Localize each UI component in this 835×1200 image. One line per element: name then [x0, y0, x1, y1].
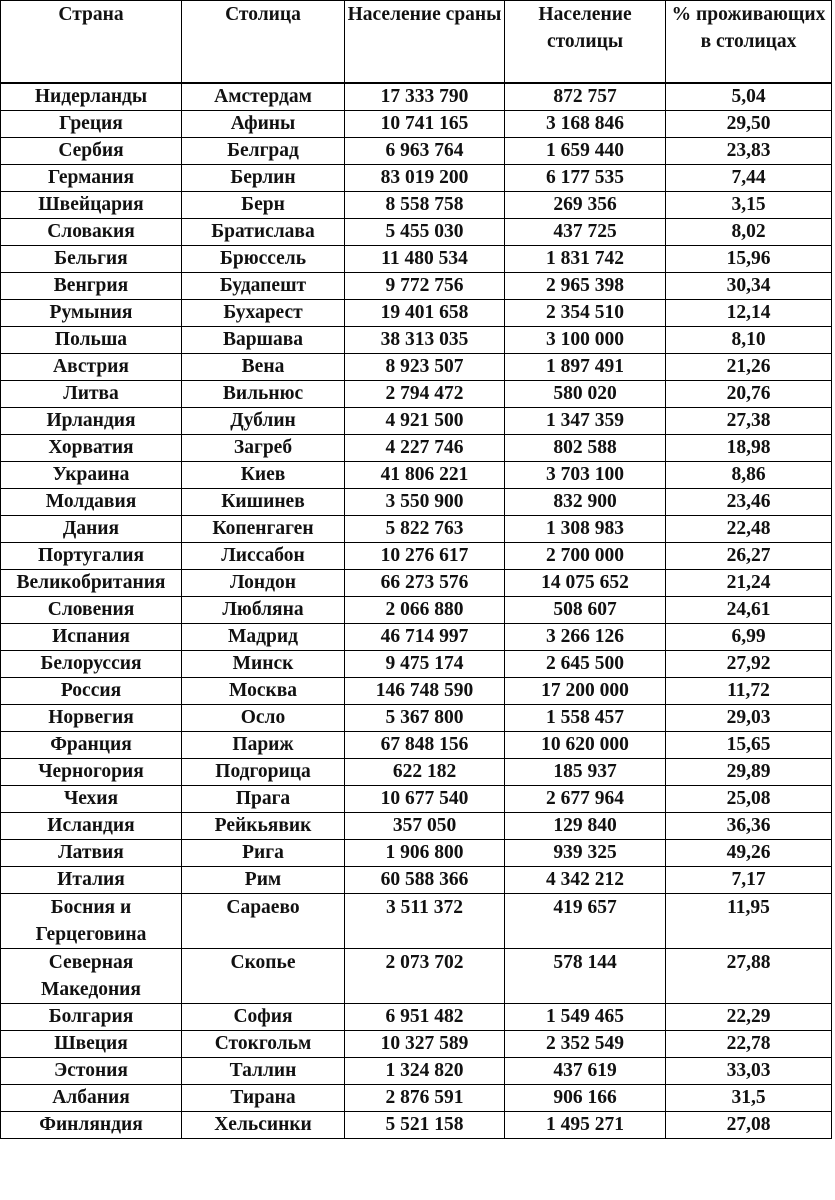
cell-capital-population: 14 075 652	[505, 570, 666, 597]
cell-percent-in-capital: 23,83	[666, 138, 832, 165]
cell-percent-in-capital: 15,65	[666, 732, 832, 759]
cell-percent-in-capital: 8,02	[666, 219, 832, 246]
table-row	[1, 786, 832, 813]
cell-country: Эстония	[1, 1058, 182, 1085]
cell-percent-in-capital: 36,36	[666, 813, 832, 840]
cell-country-population: 8 923 507	[345, 354, 505, 381]
table-row	[1, 894, 832, 949]
cell-country: Греция	[1, 111, 182, 138]
cell-capital-population: 939 325	[505, 840, 666, 867]
cell-country: Швеция	[1, 1031, 182, 1058]
cell-country: Белоруссия	[1, 651, 182, 678]
cell-capital-population: 437 619	[505, 1058, 666, 1085]
header-capital-population: Население столицы	[505, 1, 666, 84]
cell-percent-in-capital: 22,29	[666, 1004, 832, 1031]
table-row	[1, 435, 832, 462]
table-row	[1, 1085, 832, 1112]
cell-capital: Стокгольм	[182, 1031, 345, 1058]
cell-capital: Лиссабон	[182, 543, 345, 570]
cell-country: Северная Македония	[1, 949, 182, 1004]
cell-country-population: 5 455 030	[345, 219, 505, 246]
cell-percent-in-capital: 20,76	[666, 381, 832, 408]
cell-capital: Минск	[182, 651, 345, 678]
table-row	[1, 759, 832, 786]
cell-country-population: 2 794 472	[345, 381, 505, 408]
cell-country-population: 4 227 746	[345, 435, 505, 462]
cell-country-population: 67 848 156	[345, 732, 505, 759]
cell-country: Ирландия	[1, 408, 182, 435]
cell-capital-population: 1 549 465	[505, 1004, 666, 1031]
cell-country-population: 46 714 997	[345, 624, 505, 651]
header-country-population: Население сраны	[345, 1, 505, 84]
cell-capital: Варшава	[182, 327, 345, 354]
cell-capital: Берн	[182, 192, 345, 219]
cell-percent-in-capital: 11,72	[666, 678, 832, 705]
table-row	[1, 840, 832, 867]
cell-capital: Париж	[182, 732, 345, 759]
cell-country-population: 10 327 589	[345, 1031, 505, 1058]
cell-country-population: 10 741 165	[345, 111, 505, 138]
cell-percent-in-capital: 33,03	[666, 1058, 832, 1085]
cell-capital: Мадрид	[182, 624, 345, 651]
cell-percent-in-capital: 15,96	[666, 246, 832, 273]
cell-percent-in-capital: 49,26	[666, 840, 832, 867]
cell-capital-population: 802 588	[505, 435, 666, 462]
cell-country: Словакия	[1, 219, 182, 246]
cell-country: Сербия	[1, 138, 182, 165]
cell-country-population: 17 333 790	[345, 83, 505, 111]
cell-country: Дания	[1, 516, 182, 543]
cell-country: Молдавия	[1, 489, 182, 516]
cell-capital-population: 437 725	[505, 219, 666, 246]
cell-country: Швейцария	[1, 192, 182, 219]
table-row	[1, 1031, 832, 1058]
cell-percent-in-capital: 23,46	[666, 489, 832, 516]
cell-capital-population: 3 100 000	[505, 327, 666, 354]
cell-country-population: 2 066 880	[345, 597, 505, 624]
cell-country-population: 6 963 764	[345, 138, 505, 165]
cell-country-population: 1 324 820	[345, 1058, 505, 1085]
cell-country-population: 1 906 800	[345, 840, 505, 867]
cell-capital: Брюссель	[182, 246, 345, 273]
cell-country-population: 2 073 702	[345, 949, 505, 1004]
header-row	[1, 1, 832, 84]
cell-capital: Будапешт	[182, 273, 345, 300]
cell-capital-population: 419 657	[505, 894, 666, 949]
cell-capital: Хельсинки	[182, 1112, 345, 1139]
cell-country: Румыния	[1, 300, 182, 327]
cell-country-population: 60 588 366	[345, 867, 505, 894]
header-country: Страна	[1, 1, 182, 84]
cell-percent-in-capital: 8,86	[666, 462, 832, 489]
table-row	[1, 867, 832, 894]
cell-capital: Амстердам	[182, 83, 345, 111]
cell-capital: Берлин	[182, 165, 345, 192]
cell-capital-population: 269 356	[505, 192, 666, 219]
cell-country: Австрия	[1, 354, 182, 381]
cell-country: Россия	[1, 678, 182, 705]
cell-percent-in-capital: 29,89	[666, 759, 832, 786]
table-row	[1, 624, 832, 651]
cell-country: Болгария	[1, 1004, 182, 1031]
cell-capital-population: 2 700 000	[505, 543, 666, 570]
table-row	[1, 138, 832, 165]
cell-capital: Загреб	[182, 435, 345, 462]
cell-percent-in-capital: 7,44	[666, 165, 832, 192]
cell-country-population: 622 182	[345, 759, 505, 786]
cell-capital: Рига	[182, 840, 345, 867]
cell-capital-population: 578 144	[505, 949, 666, 1004]
cell-percent-in-capital: 22,78	[666, 1031, 832, 1058]
table-row	[1, 354, 832, 381]
cell-capital: Любляна	[182, 597, 345, 624]
cell-country: Португалия	[1, 543, 182, 570]
cell-country: Украина	[1, 462, 182, 489]
cell-capital-population: 1 495 271	[505, 1112, 666, 1139]
cell-capital-population: 17 200 000	[505, 678, 666, 705]
cell-capital-population: 1 659 440	[505, 138, 666, 165]
cell-country: Албания	[1, 1085, 182, 1112]
cell-capital-population: 3 703 100	[505, 462, 666, 489]
cell-capital-population: 906 166	[505, 1085, 666, 1112]
cell-country-population: 83 019 200	[345, 165, 505, 192]
cell-country: Франция	[1, 732, 182, 759]
table-row	[1, 192, 832, 219]
table-row	[1, 597, 832, 624]
table-row	[1, 1058, 832, 1085]
cell-country-population: 5 367 800	[345, 705, 505, 732]
cell-capital: Лондон	[182, 570, 345, 597]
table-row	[1, 83, 832, 111]
cell-country-population: 3 550 900	[345, 489, 505, 516]
table-row	[1, 570, 832, 597]
cell-capital: Осло	[182, 705, 345, 732]
cell-capital: Вена	[182, 354, 345, 381]
cell-country: Великобритания	[1, 570, 182, 597]
table-row	[1, 651, 832, 678]
table-row	[1, 408, 832, 435]
cell-capital-population: 2 965 398	[505, 273, 666, 300]
cell-country: Германия	[1, 165, 182, 192]
cell-percent-in-capital: 30,34	[666, 273, 832, 300]
header-capital: Столица	[182, 1, 345, 84]
table-row	[1, 489, 832, 516]
cell-capital: Прага	[182, 786, 345, 813]
cell-percent-in-capital: 22,48	[666, 516, 832, 543]
table-row	[1, 246, 832, 273]
cell-capital: Тирана	[182, 1085, 345, 1112]
cell-capital: Скопье	[182, 949, 345, 1004]
cell-capital-population: 1 308 983	[505, 516, 666, 543]
cell-percent-in-capital: 21,24	[666, 570, 832, 597]
cell-country-population: 10 677 540	[345, 786, 505, 813]
cell-capital: Копенгаген	[182, 516, 345, 543]
cell-percent-in-capital: 31,5	[666, 1085, 832, 1112]
cell-country: Норвегия	[1, 705, 182, 732]
cell-capital: Таллин	[182, 1058, 345, 1085]
table-row	[1, 327, 832, 354]
cell-country-population: 357 050	[345, 813, 505, 840]
table-row	[1, 462, 832, 489]
cell-percent-in-capital: 12,14	[666, 300, 832, 327]
cell-percent-in-capital: 24,61	[666, 597, 832, 624]
cell-capital-population: 508 607	[505, 597, 666, 624]
cell-percent-in-capital: 8,10	[666, 327, 832, 354]
cell-capital-population: 1 897 491	[505, 354, 666, 381]
cell-capital-population: 1 347 359	[505, 408, 666, 435]
cell-country: Словения	[1, 597, 182, 624]
cell-country: Нидерланды	[1, 83, 182, 111]
cell-country-population: 19 401 658	[345, 300, 505, 327]
cell-capital: Рейкьявик	[182, 813, 345, 840]
cell-capital: Сараево	[182, 894, 345, 949]
cell-percent-in-capital: 21,26	[666, 354, 832, 381]
cell-country: Финляндия	[1, 1112, 182, 1139]
cell-country-population: 6 951 482	[345, 1004, 505, 1031]
cell-country: Латвия	[1, 840, 182, 867]
cell-capital-population: 3 266 126	[505, 624, 666, 651]
cell-percent-in-capital: 5,04	[666, 83, 832, 111]
cell-country: Бельгия	[1, 246, 182, 273]
cell-capital-population: 4 342 212	[505, 867, 666, 894]
table-row	[1, 1004, 832, 1031]
cell-country: Исландия	[1, 813, 182, 840]
cell-country-population: 4 921 500	[345, 408, 505, 435]
cell-capital: Вильнюс	[182, 381, 345, 408]
cell-percent-in-capital: 27,88	[666, 949, 832, 1004]
cell-capital-population: 1 831 742	[505, 246, 666, 273]
cell-country: Черногория	[1, 759, 182, 786]
cell-capital-population: 6 177 535	[505, 165, 666, 192]
cell-country: Босния и Герцеговина	[1, 894, 182, 949]
cell-country-population: 66 273 576	[345, 570, 505, 597]
cell-country: Литва	[1, 381, 182, 408]
cell-percent-in-capital: 27,92	[666, 651, 832, 678]
cell-percent-in-capital: 29,50	[666, 111, 832, 138]
cell-country: Италия	[1, 867, 182, 894]
cell-percent-in-capital: 7,17	[666, 867, 832, 894]
table-row	[1, 165, 832, 192]
table-row	[1, 813, 832, 840]
cell-capital: Дублин	[182, 408, 345, 435]
table-row	[1, 381, 832, 408]
cell-country-population: 8 558 758	[345, 192, 505, 219]
cell-capital-population: 2 645 500	[505, 651, 666, 678]
cell-capital-population: 1 558 457	[505, 705, 666, 732]
cell-capital: Кишинев	[182, 489, 345, 516]
table-row	[1, 1112, 832, 1139]
cell-country-population: 5 822 763	[345, 516, 505, 543]
cell-percent-in-capital: 29,03	[666, 705, 832, 732]
cell-capital-population: 580 020	[505, 381, 666, 408]
cell-country-population: 9 475 174	[345, 651, 505, 678]
cell-capital: Афины	[182, 111, 345, 138]
table-row	[1, 678, 832, 705]
cell-percent-in-capital: 25,08	[666, 786, 832, 813]
cell-capital-population: 129 840	[505, 813, 666, 840]
cell-percent-in-capital: 18,98	[666, 435, 832, 462]
cell-capital: Рим	[182, 867, 345, 894]
cell-country-population: 3 511 372	[345, 894, 505, 949]
cell-percent-in-capital: 27,08	[666, 1112, 832, 1139]
cell-capital: Бухарест	[182, 300, 345, 327]
cell-capital: Белград	[182, 138, 345, 165]
cell-capital: Братислава	[182, 219, 345, 246]
table-row	[1, 543, 832, 570]
cell-capital-population: 10 620 000	[505, 732, 666, 759]
table-row	[1, 111, 832, 138]
table-row	[1, 732, 832, 759]
cell-country-population: 5 521 158	[345, 1112, 505, 1139]
cell-country-population: 10 276 617	[345, 543, 505, 570]
cell-country: Венгрия	[1, 273, 182, 300]
cell-capital-population: 872 757	[505, 83, 666, 111]
table-row	[1, 516, 832, 543]
cell-percent-in-capital: 11,95	[666, 894, 832, 949]
cell-capital-population: 2 354 510	[505, 300, 666, 327]
cell-country: Испания	[1, 624, 182, 651]
cell-capital: Подгорица	[182, 759, 345, 786]
cell-country: Чехия	[1, 786, 182, 813]
cell-country-population: 38 313 035	[345, 327, 505, 354]
cell-capital: Киев	[182, 462, 345, 489]
cell-percent-in-capital: 6,99	[666, 624, 832, 651]
cell-country-population: 9 772 756	[345, 273, 505, 300]
header-percent-in-capital: % проживающих в столицах	[666, 1, 832, 84]
cell-capital: Москва	[182, 678, 345, 705]
cell-capital-population: 2 352 549	[505, 1031, 666, 1058]
cell-country-population: 41 806 221	[345, 462, 505, 489]
table-row	[1, 300, 832, 327]
cell-capital-population: 2 677 964	[505, 786, 666, 813]
table-row	[1, 219, 832, 246]
cell-capital-population: 185 937	[505, 759, 666, 786]
cell-country: Польша	[1, 327, 182, 354]
cell-country-population: 11 480 534	[345, 246, 505, 273]
table-row	[1, 705, 832, 732]
cell-country: Хорватия	[1, 435, 182, 462]
table-row	[1, 949, 832, 1004]
cell-capital-population: 3 168 846	[505, 111, 666, 138]
cell-capital-population: 832 900	[505, 489, 666, 516]
cell-percent-in-capital: 26,27	[666, 543, 832, 570]
cell-percent-in-capital: 27,38	[666, 408, 832, 435]
cell-percent-in-capital: 3,15	[666, 192, 832, 219]
cell-capital: София	[182, 1004, 345, 1031]
cell-country-population: 2 876 591	[345, 1085, 505, 1112]
table-row	[1, 273, 832, 300]
cell-country-population: 146 748 590	[345, 678, 505, 705]
